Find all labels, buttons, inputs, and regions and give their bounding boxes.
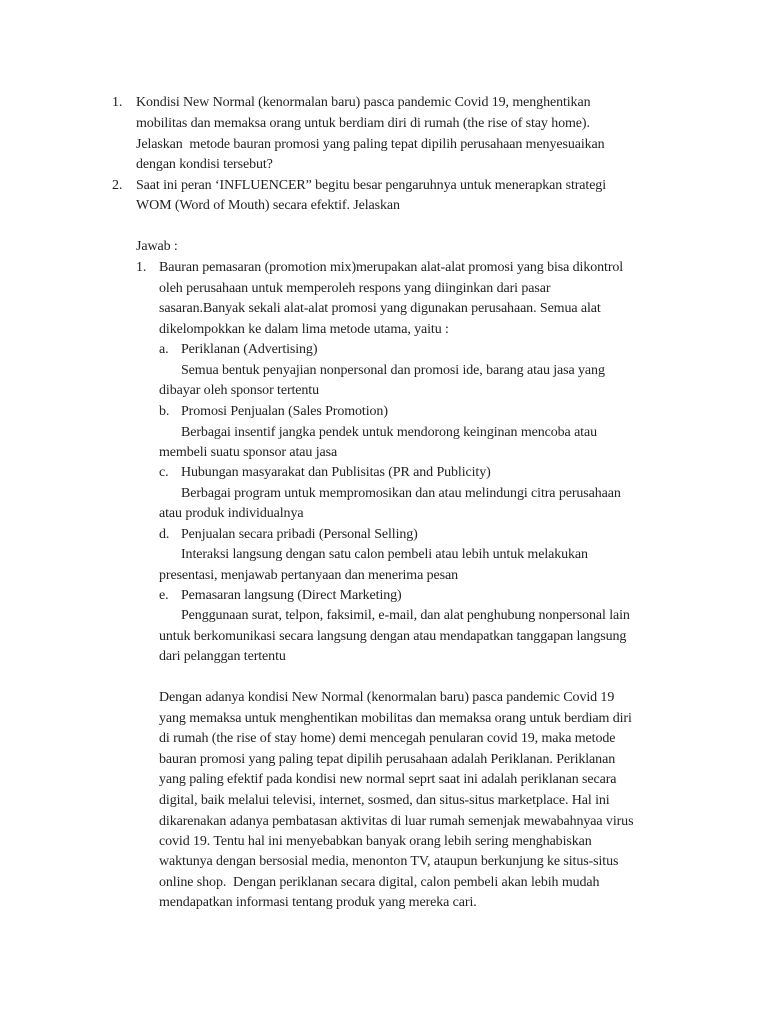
text-line: digital, baik melalui televisi, internet, sosmed, dan situs-situs marketplace. Hal ini [159,793,610,808]
text-line: Saat ini peran ‘INFLUENCER” begitu besar pengaruhnya untuk menerapkan strategi [136,178,606,193]
text-line: yang paling efektif pada kondisi new normal seprt saat ini adalah periklanan secara [159,772,617,787]
list-marker: 2. [112,178,123,193]
sub-item-title: Promosi Penjualan (Sales Promotion) [181,404,388,419]
sub-item-title: Hubungan masyarakat dan Publisitas (PR and Publicity) [181,465,491,480]
text-line: di rumah (the rise of stay home) demi mencegah penularan covid 19, maka metode [159,731,616,746]
text-line: untuk berkomunikasi secara langsung dengan atau mendapatkan tanggapan langsung [159,629,627,644]
text-line: covid 19. Tentu hal ini menyebabkan banyak orang lebih sering menghabiskan [159,834,592,849]
text-line: dengan kondisi tersebut? [136,157,273,172]
list-marker: 1. [112,95,123,110]
text-line: Interaksi langsung dengan satu calon pembeli atau lebih untuk melakukan [181,547,588,562]
text-line: Bauran pemasaran (promotion mix)merupakan alat-alat promosi yang bisa dikontrol [159,260,624,275]
text-line: mendapatkan informasi tentang produk yang mereka cari. [159,895,477,910]
text-line: dikarenakan adanya pembatasan aktivitas di luar rumah semenjak mewabahnyaa virus [159,814,634,829]
text-line: yang memaksa untuk menghentikan mobilitas dan memaksa orang untuk berdiam diri [159,711,632,726]
text-line: dibayar oleh sponsor tertentu [159,383,320,398]
text-line: Berbagai program untuk mempromosikan dan atau melindungi citra perusahaan [181,486,621,501]
text-line: Berbagai insentif jangka pendek untuk mendorong keinginan mencoba atau [181,425,597,440]
list-marker: 1. [136,260,147,275]
text-line: bauran promosi yang paling tepat dipilih perusahaan adalah Periklanan. Periklanan [159,752,616,767]
list-marker: b. [159,404,170,419]
text-line: online shop. Dengan periklanan secara digital, calon pembeli akan lebih mudah [159,875,600,890]
sub-item-title: Penjualan secara pribadi (Personal Selling) [181,527,418,542]
text-line: Penggunaan surat, telpon, faksimil, e-mail, dan alat penghubung nonpersonal lain [181,608,630,623]
text-line: mobilitas dan memaksa orang untuk berdiam diri di rumah (the rise of stay home). [136,116,590,131]
text-line: Jelaskan metode bauran promosi yang paling tepat dipilih perusahaan menyesuaikan [136,137,605,152]
answer-heading: Jawab : [136,239,178,254]
text-line: Kondisi New Normal (kenormalan baru) pasca pandemic Covid 19, menghentikan [136,95,591,110]
list-marker: d. [159,527,170,542]
sub-item-title: Pemasaran langsung (Direct Marketing) [181,588,402,603]
list-marker: e. [159,588,169,603]
text-line: presentasi, menjawab pertanyaan dan menerima pesan [159,568,458,583]
sub-item-title: Periklanan (Advertising) [181,342,318,357]
list-marker: c. [159,465,169,480]
text-line: Dengan adanya kondisi New Normal (kenormalan baru) pasca pandemic Covid 19 [159,690,615,705]
text-line: Semua bentuk penyajian nonpersonal dan promosi ide, barang atau jasa yang [181,363,605,378]
text-line: oleh perusahaan untuk memperoleh respons yang diinginkan dari pasar [159,281,551,296]
text-line: waktunya dengan bersosial media, menonton TV, ataupun berkunjung ke situs-situs [159,854,619,869]
text-line: dari pelanggan tertentu [159,649,286,664]
text-line: membeli suatu sponsor atau jasa [159,445,338,460]
text-line: dikelompokkan ke dalam lima metode utama, yaitu : [159,322,449,337]
text-line: atau produk individualnya [159,506,304,521]
list-marker: a. [159,342,169,357]
text-line: sasaran.Banyak sekali alat-alat promosi yang digunakan perusahaan. Semua alat [159,301,601,316]
text-line: WOM (Word of Mouth) secara efektif. Jelaskan [136,198,400,213]
